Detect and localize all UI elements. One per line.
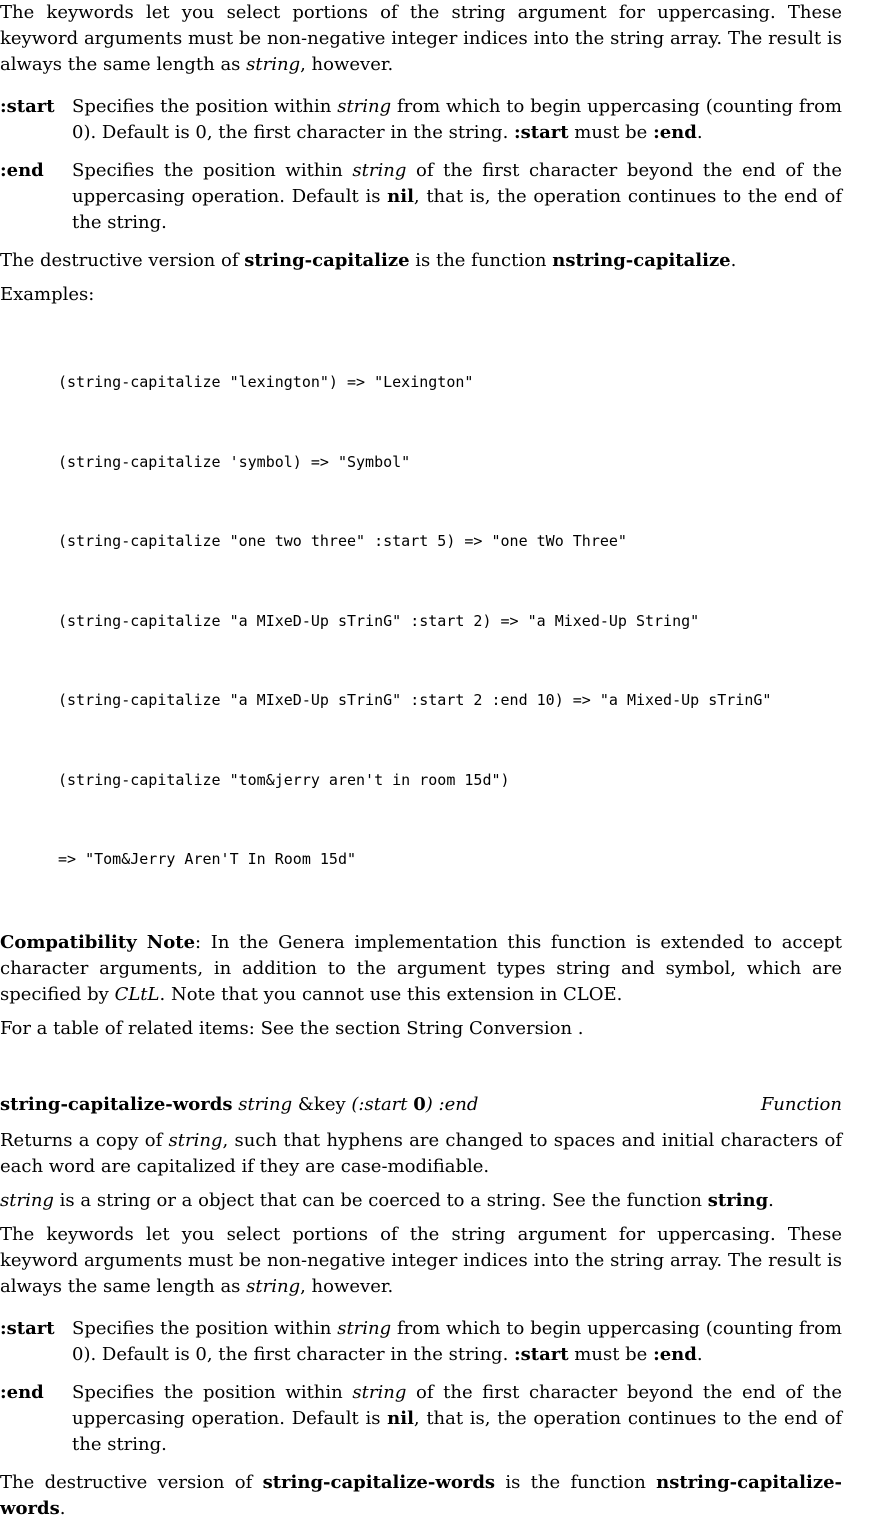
- signature-left: string-capitalize-words string &key (:start 0) :end: [0, 1093, 479, 1115]
- keyword-end-description: Specifies the position within string of the first character beyond the end of the uppercasing operation. Default is nil, that is, the operation continues to the end of the string.: [72, 1381, 843, 1455]
- destructive-version-paragraph: The destructive version of string-capitalize is the function nstring-capitalize.: [0, 250, 737, 271]
- keyword-start-entry: [0, 1316, 842, 1368]
- code-line: (string-capitalize 'symbol) => "Symbol": [58, 452, 411, 471]
- keyword-end-label: :end: [0, 1381, 44, 1403]
- function-signature: [0, 1092, 842, 1118]
- keyword-start-label: :start: [0, 96, 55, 117]
- keyword-start-description: Specifies the position within string from which to begin uppercasing (counting from 0). Default is 0, the first character in the string. :start must be :end.: [72, 1317, 842, 1365]
- keywords-intro-paragraph: The keywords let you select portions of the string argument for uppercasing. These keyword arguments must be non-negative integer indices into the string array. The result is always the same length as string, however.: [0, 1223, 842, 1297]
- keyword-list: [0, 94, 842, 236]
- code-line: (string-capitalize "lexington") => "Lexington": [58, 373, 474, 391]
- related-items-reference: For a table of related items: See the section String Conversion .: [0, 1017, 584, 1039]
- function-kind: Function: [760, 1093, 842, 1115]
- code-examples: [58, 316, 842, 926]
- code-line: (string-capitalize "tom&jerry aren't in room 15d"): [58, 770, 510, 789]
- code-line: (string-capitalize "a MIxeD-Up sTrinG" :start 2 :end 10) => "a Mixed-Up sTrinG": [58, 691, 772, 709]
- destructive-version-paragraph: The destructive version of string-capitalize-words is the function nstring-capitalize-words.: [0, 1471, 842, 1519]
- keyword-start-entry: [0, 94, 842, 146]
- code-line: (string-capitalize "one two three" :start 5) => "one tWo Three": [58, 532, 627, 550]
- function-description: Returns a copy of string, such that hyphens are changed to spaces and initial characters of each word are capitalized if they are case-modifiable.: [0, 1129, 842, 1177]
- code-line: (string-capitalize "a MIxeD-Up sTrinG" :start 2) => "a Mixed-Up String": [58, 611, 700, 630]
- code-line: => "Tom&Jerry Aren'T In Room 15d": [58, 850, 357, 868]
- keyword-list: [0, 1316, 842, 1458]
- string-argument-description: string is a string or a object that can be coerced to a string. See the function string.: [0, 1189, 774, 1211]
- keywords-intro-paragraph: The keywords let you select portions of the string argument for uppercasing. These keyword arguments must be non-negative integer indices into the string array. The result is always the same length as string, however.: [0, 2, 842, 75]
- keyword-end-label: :end: [0, 160, 44, 181]
- keyword-start-description: Specifies the position within string from which to begin uppercasing (counting from 0). Default is 0, the first character in the string. :start must be :end.: [72, 96, 842, 143]
- keyword-start-label: :start: [0, 1317, 55, 1339]
- examples-label: Examples:: [0, 284, 95, 305]
- compatibility-note: Compatibility Note: In the Genera implementation this function is extended to accept character arguments, in addition to the argument types string and symbol, which are specified by CLtL. Note that you cannot use this extension in CLOE.: [0, 931, 842, 1005]
- function-name: string-capitalize-words: [0, 1093, 233, 1115]
- keyword-end-entry: [0, 158, 842, 236]
- keyword-end-description: Specifies the position within string of the first character beyond the end of the uppercasing operation. Default is nil, that is, the operation continues to the end of the string.: [72, 160, 843, 233]
- keyword-end-entry: [0, 1380, 842, 1458]
